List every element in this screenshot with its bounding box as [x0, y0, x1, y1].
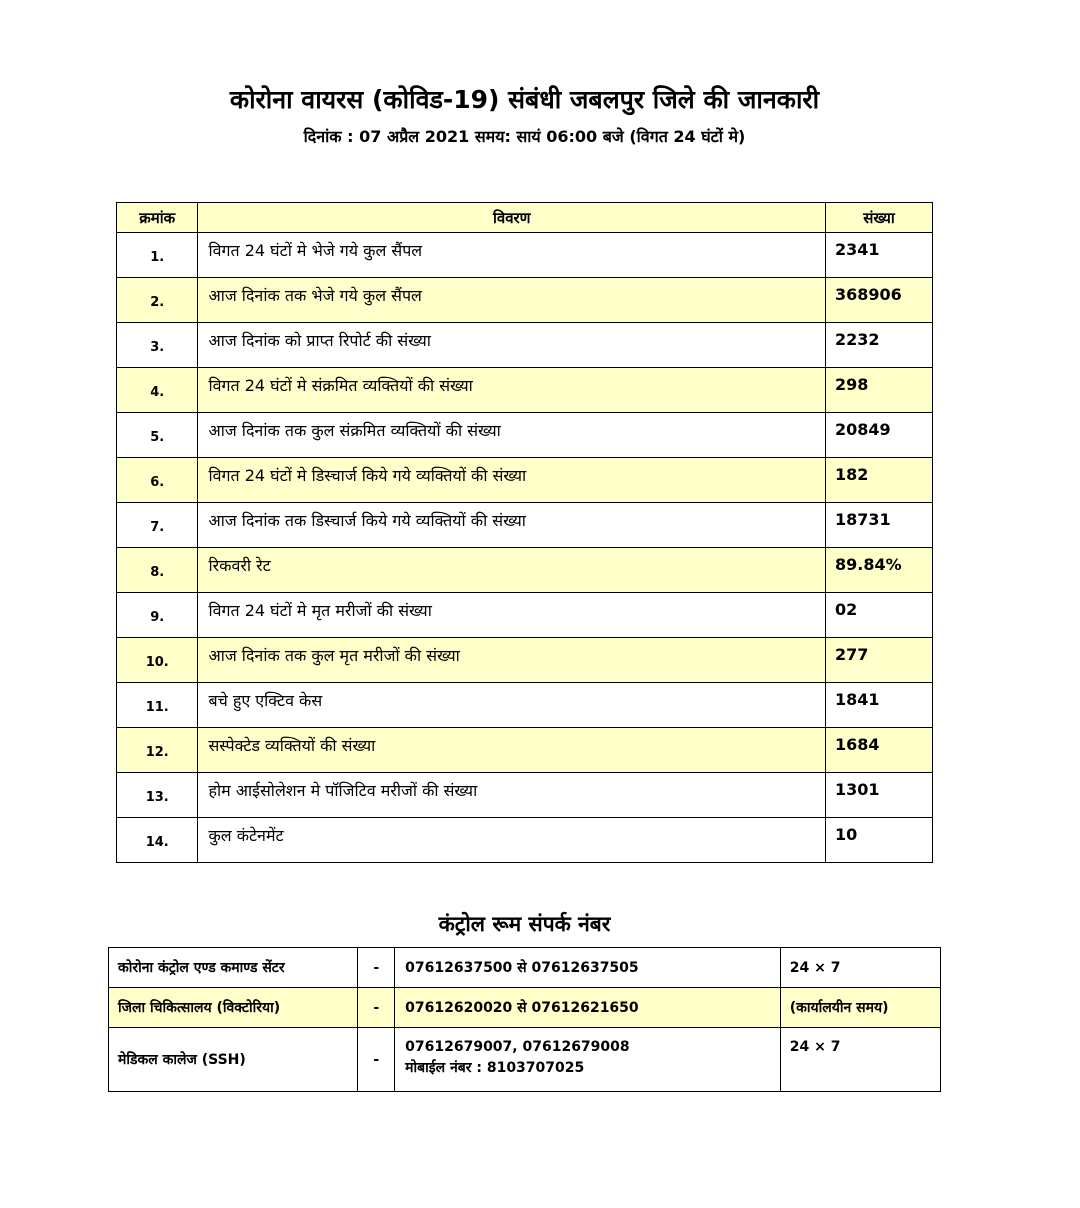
date-time-subtitle: दिनांक : 07 अप्रैल 2021 समय: सायं 06:00 बजे (विगत 24 घंटों मे)	[303, 127, 746, 146]
covid-data-table	[116, 202, 933, 863]
row-count: 182	[826, 458, 933, 503]
row-count: 2232	[826, 323, 933, 368]
row-description: आज दिनांक तक कुल मृत मरीजों की संख्या	[198, 638, 826, 683]
contact-separator: -	[358, 1028, 395, 1092]
table-row	[117, 278, 933, 323]
row-serial: 10.	[145, 654, 169, 670]
row-description: सस्पेक्टेड व्यक्तियों की संख्या	[198, 728, 826, 773]
row-count: 10	[826, 818, 933, 863]
contact-phone	[395, 948, 781, 988]
contact-phone	[395, 1028, 781, 1092]
contact-row	[109, 948, 941, 988]
table-row	[117, 503, 933, 548]
row-description: आज दिनांक को प्राप्त रिपोर्ट की संख्या	[198, 323, 826, 368]
table-row	[117, 458, 933, 503]
row-count: 1684	[826, 728, 933, 773]
control-room-title: कंट्रोल रूम संपर्क नंबर	[438, 912, 611, 936]
contact-phone-line: 07612620020 से 07612621650	[405, 1000, 639, 1016]
row-count: 1301	[826, 773, 933, 818]
row-description: आज दिनांक तक भेजे गये कुल सैंपल	[198, 278, 826, 323]
contact-row	[109, 1028, 941, 1092]
table-row	[117, 368, 933, 413]
row-count: 368906	[826, 278, 933, 323]
row-serial: 8.	[150, 564, 165, 580]
header-description: विवरण	[198, 203, 826, 233]
row-serial: 11.	[145, 699, 169, 715]
row-description: बचे हुए एक्टिव केस	[198, 683, 826, 728]
table-row	[117, 773, 933, 818]
row-serial: 9.	[150, 609, 165, 625]
table-row	[117, 593, 933, 638]
contact-name: जिला चिकित्सालय (विक्टोरिया)	[109, 988, 358, 1028]
row-description: रिकवरी रेट	[198, 548, 826, 593]
row-description: होम आईसोलेशन मे पॉजिटिव मरीजों की संख्या	[198, 773, 826, 818]
header-count: संख्या	[826, 203, 933, 233]
contact-mobile-line: मोबाईल नंबर : 8103707025	[405, 1060, 585, 1076]
row-description: कुल कंटेनमेंट	[198, 818, 826, 863]
row-serial: 3.	[150, 339, 165, 355]
table-row	[117, 323, 933, 368]
contact-timing: 24 × 7	[780, 948, 940, 988]
table-row	[117, 818, 933, 863]
contact-timing: 24 × 7	[780, 1028, 940, 1092]
contact-timing: (कार्यालयीन समय)	[780, 988, 940, 1028]
contact-name: मेडिकल कालेज (SSH)	[109, 1028, 358, 1092]
table-row	[117, 233, 933, 278]
row-count: 2341	[826, 233, 933, 278]
table-row	[117, 638, 933, 683]
row-serial: 5.	[150, 429, 165, 445]
row-serial: 7.	[150, 519, 165, 535]
row-description: विगत 24 घंटों मे मृत मरीजों की संख्या	[198, 593, 826, 638]
table-row	[117, 728, 933, 773]
contact-separator: -	[358, 948, 395, 988]
row-count: 1841	[826, 683, 933, 728]
row-serial: 6.	[150, 474, 165, 490]
row-count: 298	[826, 368, 933, 413]
row-count: 277	[826, 638, 933, 683]
contact-name: कोरोना कंट्रोल एण्ड कमाण्ड सेंटर	[109, 948, 358, 988]
row-description: विगत 24 घंटों मे डिस्चार्ज किये गये व्यक्तियों की संख्या	[198, 458, 826, 503]
table-header-row	[117, 203, 933, 233]
contact-row	[109, 988, 941, 1028]
row-serial: 14.	[145, 834, 169, 850]
row-count: 89.84%	[826, 548, 933, 593]
row-serial: 4.	[150, 384, 165, 400]
row-serial: 2.	[150, 294, 165, 310]
row-serial: 1.	[150, 249, 165, 265]
table-row	[117, 413, 933, 458]
table-row	[117, 683, 933, 728]
row-description: आज दिनांक तक डिस्चार्ज किये गये व्यक्तियों की संख्या	[198, 503, 826, 548]
row-count: 20849	[826, 413, 933, 458]
contact-phone-line: 07612637500 से 07612637505	[405, 960, 639, 976]
page-title: कोरोना वायरस (कोविड-19) संबंधी जबलपुर जिले की जानकारी	[229, 85, 820, 114]
contact-phone-line: 07612679007, 07612679008	[405, 1039, 630, 1055]
row-count: 02	[826, 593, 933, 638]
control-room-table	[108, 947, 941, 1092]
row-serial: 12.	[145, 744, 169, 760]
header-serial: क्रमांक	[117, 203, 198, 233]
table-row	[117, 548, 933, 593]
contact-separator: -	[358, 988, 395, 1028]
contact-phone	[395, 988, 781, 1028]
row-count: 18731	[826, 503, 933, 548]
row-description: विगत 24 घंटों मे भेजे गये कुल सैंपल	[198, 233, 826, 278]
row-description: विगत 24 घंटों मे संक्रमित व्यक्तियों की संख्या	[198, 368, 826, 413]
row-serial: 13.	[145, 789, 169, 805]
row-description: आज दिनांक तक कुल संक्रमित व्यक्तियों की संख्या	[198, 413, 826, 458]
